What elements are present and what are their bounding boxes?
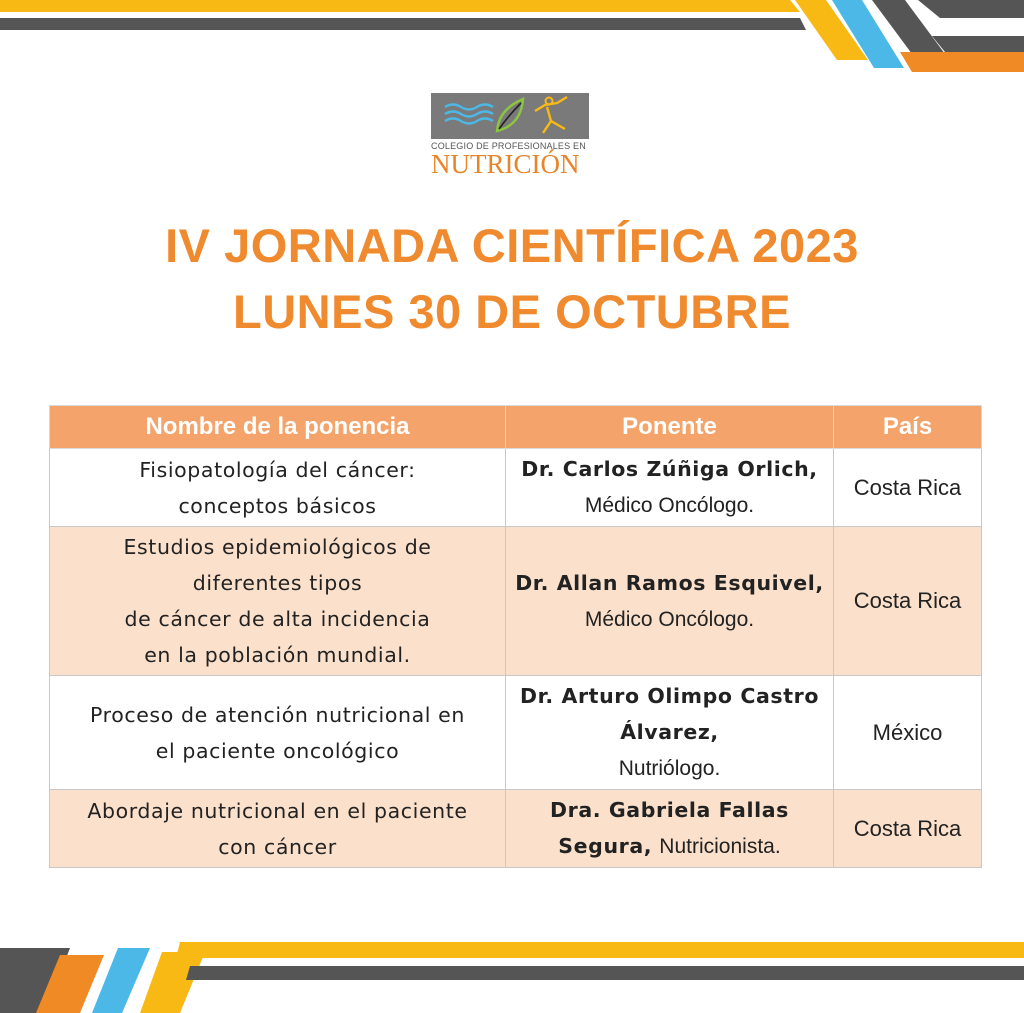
header-talk: Nombre de la ponencia xyxy=(50,406,506,449)
logo xyxy=(431,93,591,177)
speaker-name: Dr. Arturo Olimpo Castro Álvarez, xyxy=(519,684,820,744)
logo-text-line2: NUTRICIÓN xyxy=(431,149,580,179)
table-header-row xyxy=(50,406,982,449)
speaker-name: Dr. Carlos Zúñiga Orlich, xyxy=(521,457,818,481)
table-row xyxy=(50,676,982,790)
speaker-cell xyxy=(506,790,834,868)
country: Costa Rica xyxy=(834,527,982,676)
speaker-cell xyxy=(506,449,834,527)
page-title-line2: LUNES 30 DE OCTUBRE xyxy=(233,285,791,338)
header-country: País xyxy=(834,406,982,449)
speaker-role: Nutriólogo. xyxy=(618,757,721,780)
speaker-name: Dra. Gabriela Fallas Segura, xyxy=(550,798,789,858)
header-speaker: Ponente xyxy=(506,406,834,449)
speaker-cell xyxy=(506,676,834,790)
speaker-name: Dr. Allan Ramos Esquivel, xyxy=(515,570,824,595)
speaker-role: Médico Oncólogo. xyxy=(584,607,755,631)
schedule-table xyxy=(49,405,982,868)
logo-text-line1: COLEGIO DE PROFESIONALES EN xyxy=(431,141,586,151)
table-row xyxy=(50,790,982,868)
talk-title: Abordaje nutricional en el paciente con cáncer xyxy=(50,790,506,868)
logo-emblem xyxy=(431,93,589,139)
speaker-role: Nutricionista. xyxy=(659,835,781,858)
talk-title: Fisiopatología del cáncer: conceptos básicos xyxy=(50,449,506,527)
speaker-role: Médico Oncólogo. xyxy=(584,494,755,517)
page-title-line1: IV JORNADA CIENTÍFICA 2023 xyxy=(165,219,859,272)
table-row xyxy=(50,527,982,676)
talk-title: Estudios epidemiológicos de diferentes tipos de cáncer de alta incidencia en la población mundial. xyxy=(50,527,506,676)
country: Costa Rica xyxy=(834,790,982,868)
country: Costa Rica xyxy=(834,449,982,527)
talk-title: Proceso de atención nutricional en el paciente oncológico xyxy=(50,676,506,790)
speaker-cell xyxy=(506,527,834,676)
country: México xyxy=(834,676,982,790)
table-row xyxy=(50,449,982,527)
